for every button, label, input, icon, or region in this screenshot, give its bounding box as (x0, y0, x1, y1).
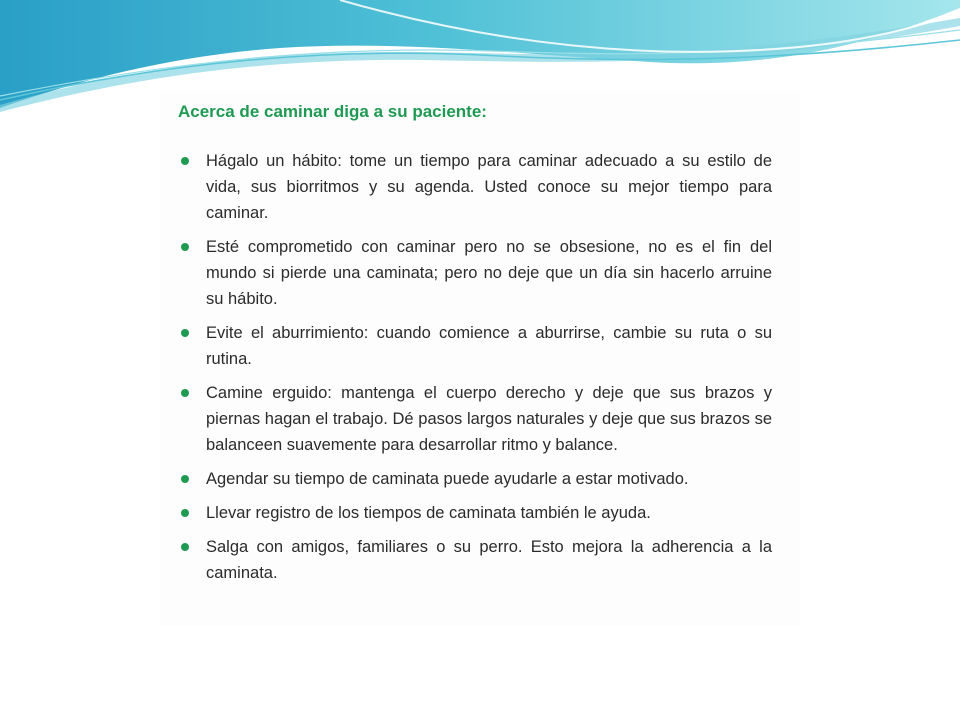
bullet-item (178, 234, 772, 312)
bullet-text: Agendar su tiempo de caminata puede ayudarle a estar motivado. (206, 470, 689, 488)
bullet-dot-icon (181, 389, 189, 397)
bullet-text: Esté comprometido con caminar pero no se obsesione, no es el fin del mundo si pierde una caminata; pero no deje que un día sin hacerlo arruine su hábito. (206, 238, 772, 308)
bullet-dot-icon (181, 157, 189, 165)
bullet-dot-icon (181, 509, 189, 517)
bullet-text: Hágalo un hábito: tome un tiempo para caminar adecuado a su estilo de vida, sus biorritmos y su agenda. Usted conoce su mejor tiempo para caminar. (206, 152, 772, 222)
bullet-item (178, 148, 772, 226)
bullet-text: Evite el aburrimiento: cuando comience a aburrirse, cambie su ruta o su rutina. (206, 324, 772, 368)
bullet-item (178, 466, 772, 492)
bullet-text: Salga con amigos, familiares o su perro. Esto mejora la adherencia a la caminata. (206, 538, 772, 582)
bullet-item (178, 380, 772, 458)
bullet-item (178, 320, 772, 372)
bullet-dot-icon (181, 329, 189, 337)
bullet-dot-icon (181, 243, 189, 251)
bullet-text: Llevar registro de los tiempos de caminata también le ayuda. (206, 504, 651, 522)
bullet-dot-icon (181, 543, 189, 551)
bullet-dot-icon (181, 475, 189, 483)
bullet-text: Camine erguido: mantenga el cuerpo derecho y deje que sus brazos y piernas hagan el trabajo. Dé pasos largos naturales y deje que sus brazos se balanceen suavemente para desarrollar ritmo y balance. (206, 384, 772, 454)
bullet-item (178, 534, 772, 586)
bullet-list (178, 148, 772, 586)
bullet-item (178, 500, 772, 526)
content-panel (160, 92, 800, 626)
slide-heading: Acerca de caminar diga a su paciente: (178, 102, 487, 121)
